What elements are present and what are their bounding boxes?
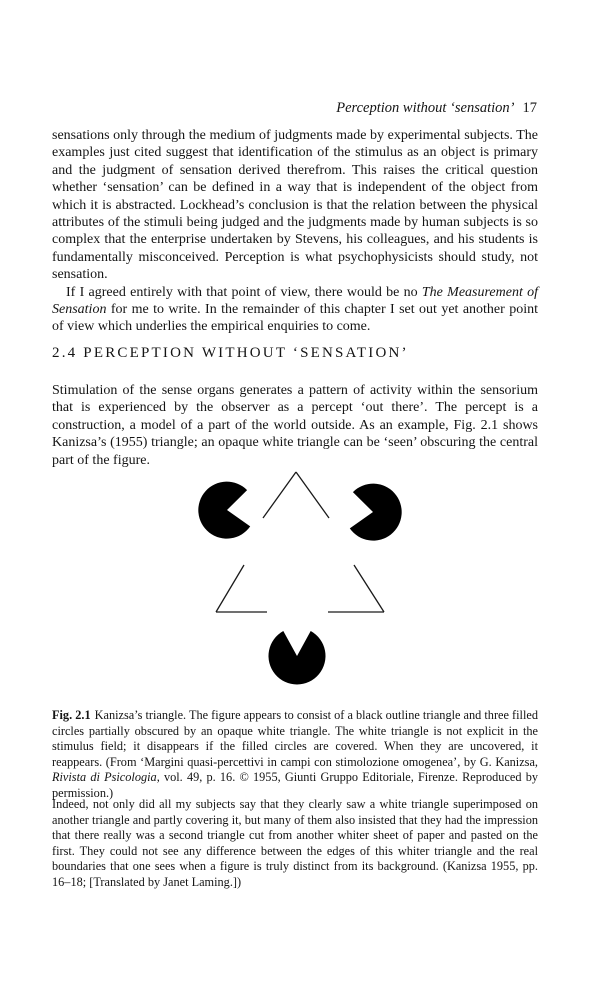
- pacman-top-right: [350, 484, 402, 541]
- book-title: The Measurement of Sensation: [52, 284, 539, 318]
- journal-title: Rivista di Psicologia: [52, 770, 157, 785]
- outline-right-edge: [354, 565, 384, 612]
- body-paragraph-1: sensations only through the medium of judgments made by experimental subjects. The examples just cited suggest that identification of the stimulus as an object is primary and the judgment of sensation derived therefrom. This raises the critical question whether ‘sensation’ can be defined in a way that is independent of the object from which it is abstracted. Lockhead’s conclusion is that the relation between the physical attributes of the stimuli being judged and the judgments made by human subjects is so complex that the enterprise undertaken by Stevens, his colleagues, and his students is fundamentally misconceived. Perception is what psychophysicists should study, not sensation.: [52, 128, 538, 283]
- running-head: [336, 99, 537, 117]
- outline-left-edge: [216, 565, 244, 612]
- section-heading: 2.4 PERCEPTION WITHOUT ‘SENSATION’: [52, 345, 409, 361]
- caption-text-2: , vol. 49, p. 16. © 1955, Giunti Gruppo Editoriale, Firenze. Reproduced by permission.): [52, 770, 538, 800]
- block-quote: Indeed, not only did all my subjects say that they clearly saw a white triangle superimposed on another triangle and partly covering it, but many of them also insisted that they had the impression that there really was a second triangle cut from another whiter sheet of paper and pasted on the first. They could not see any difference between the edges of this whiter triangle and the real boundaries that one sees when a figure is truly distinct from its background. (Kanizsa 1955, pp. 16–18; [Translated by Janet Laming.]): [52, 797, 538, 889]
- page-number: 17: [522, 100, 537, 116]
- figure-label: Fig. 2.1: [52, 708, 91, 722]
- figure-caption: [52, 708, 538, 802]
- section-paragraph: Stimulation of the sense organs generates a pattern of activity within the sensorium that is experienced by the observer as a percept ‘out there’. The percept is a construction, a model of a part of the world outside. As an example, Fig. 2.1 shows Kanizsa’s (1955) triangle; an opaque white triangle can be ‘seen’ obscuring the central part of the figure.: [52, 383, 538, 468]
- section-body: [52, 382, 538, 469]
- paragraph-2-tail: for me to write. In the remainder of this chapter I set out yet another point of view which underlies the empirical enquiries to come.: [52, 302, 538, 335]
- pacman-bottom: [269, 631, 326, 684]
- pacman-top-left: [198, 482, 250, 539]
- inducer-circles: [198, 482, 401, 685]
- body-paragraph-2: [52, 284, 538, 336]
- outline-top-right-edge: [296, 472, 329, 518]
- running-head-title: Perception without ‘sensation’: [336, 100, 515, 116]
- paragraph-2-lead: If I agreed entirely with that point of view, there would be no: [66, 284, 422, 300]
- kanizsa-triangle-figure: [0, 460, 600, 700]
- caption-text-1: Kanizsa’s triangle. The figure appears to consist of a black outline triangle and three filled circles partially obscured by an opaque white triangle. The white triangle is not explicit in the stimulus field; it disappears if the filled circles are covered. When they are uncovered, it reappears. (From ‘Margini quasi-percettivi in campi con stimolozione omogenea’, by G. Kanizsa,: [52, 708, 538, 769]
- body-text-top: [52, 127, 538, 336]
- outline-top-left-edge: [263, 472, 296, 518]
